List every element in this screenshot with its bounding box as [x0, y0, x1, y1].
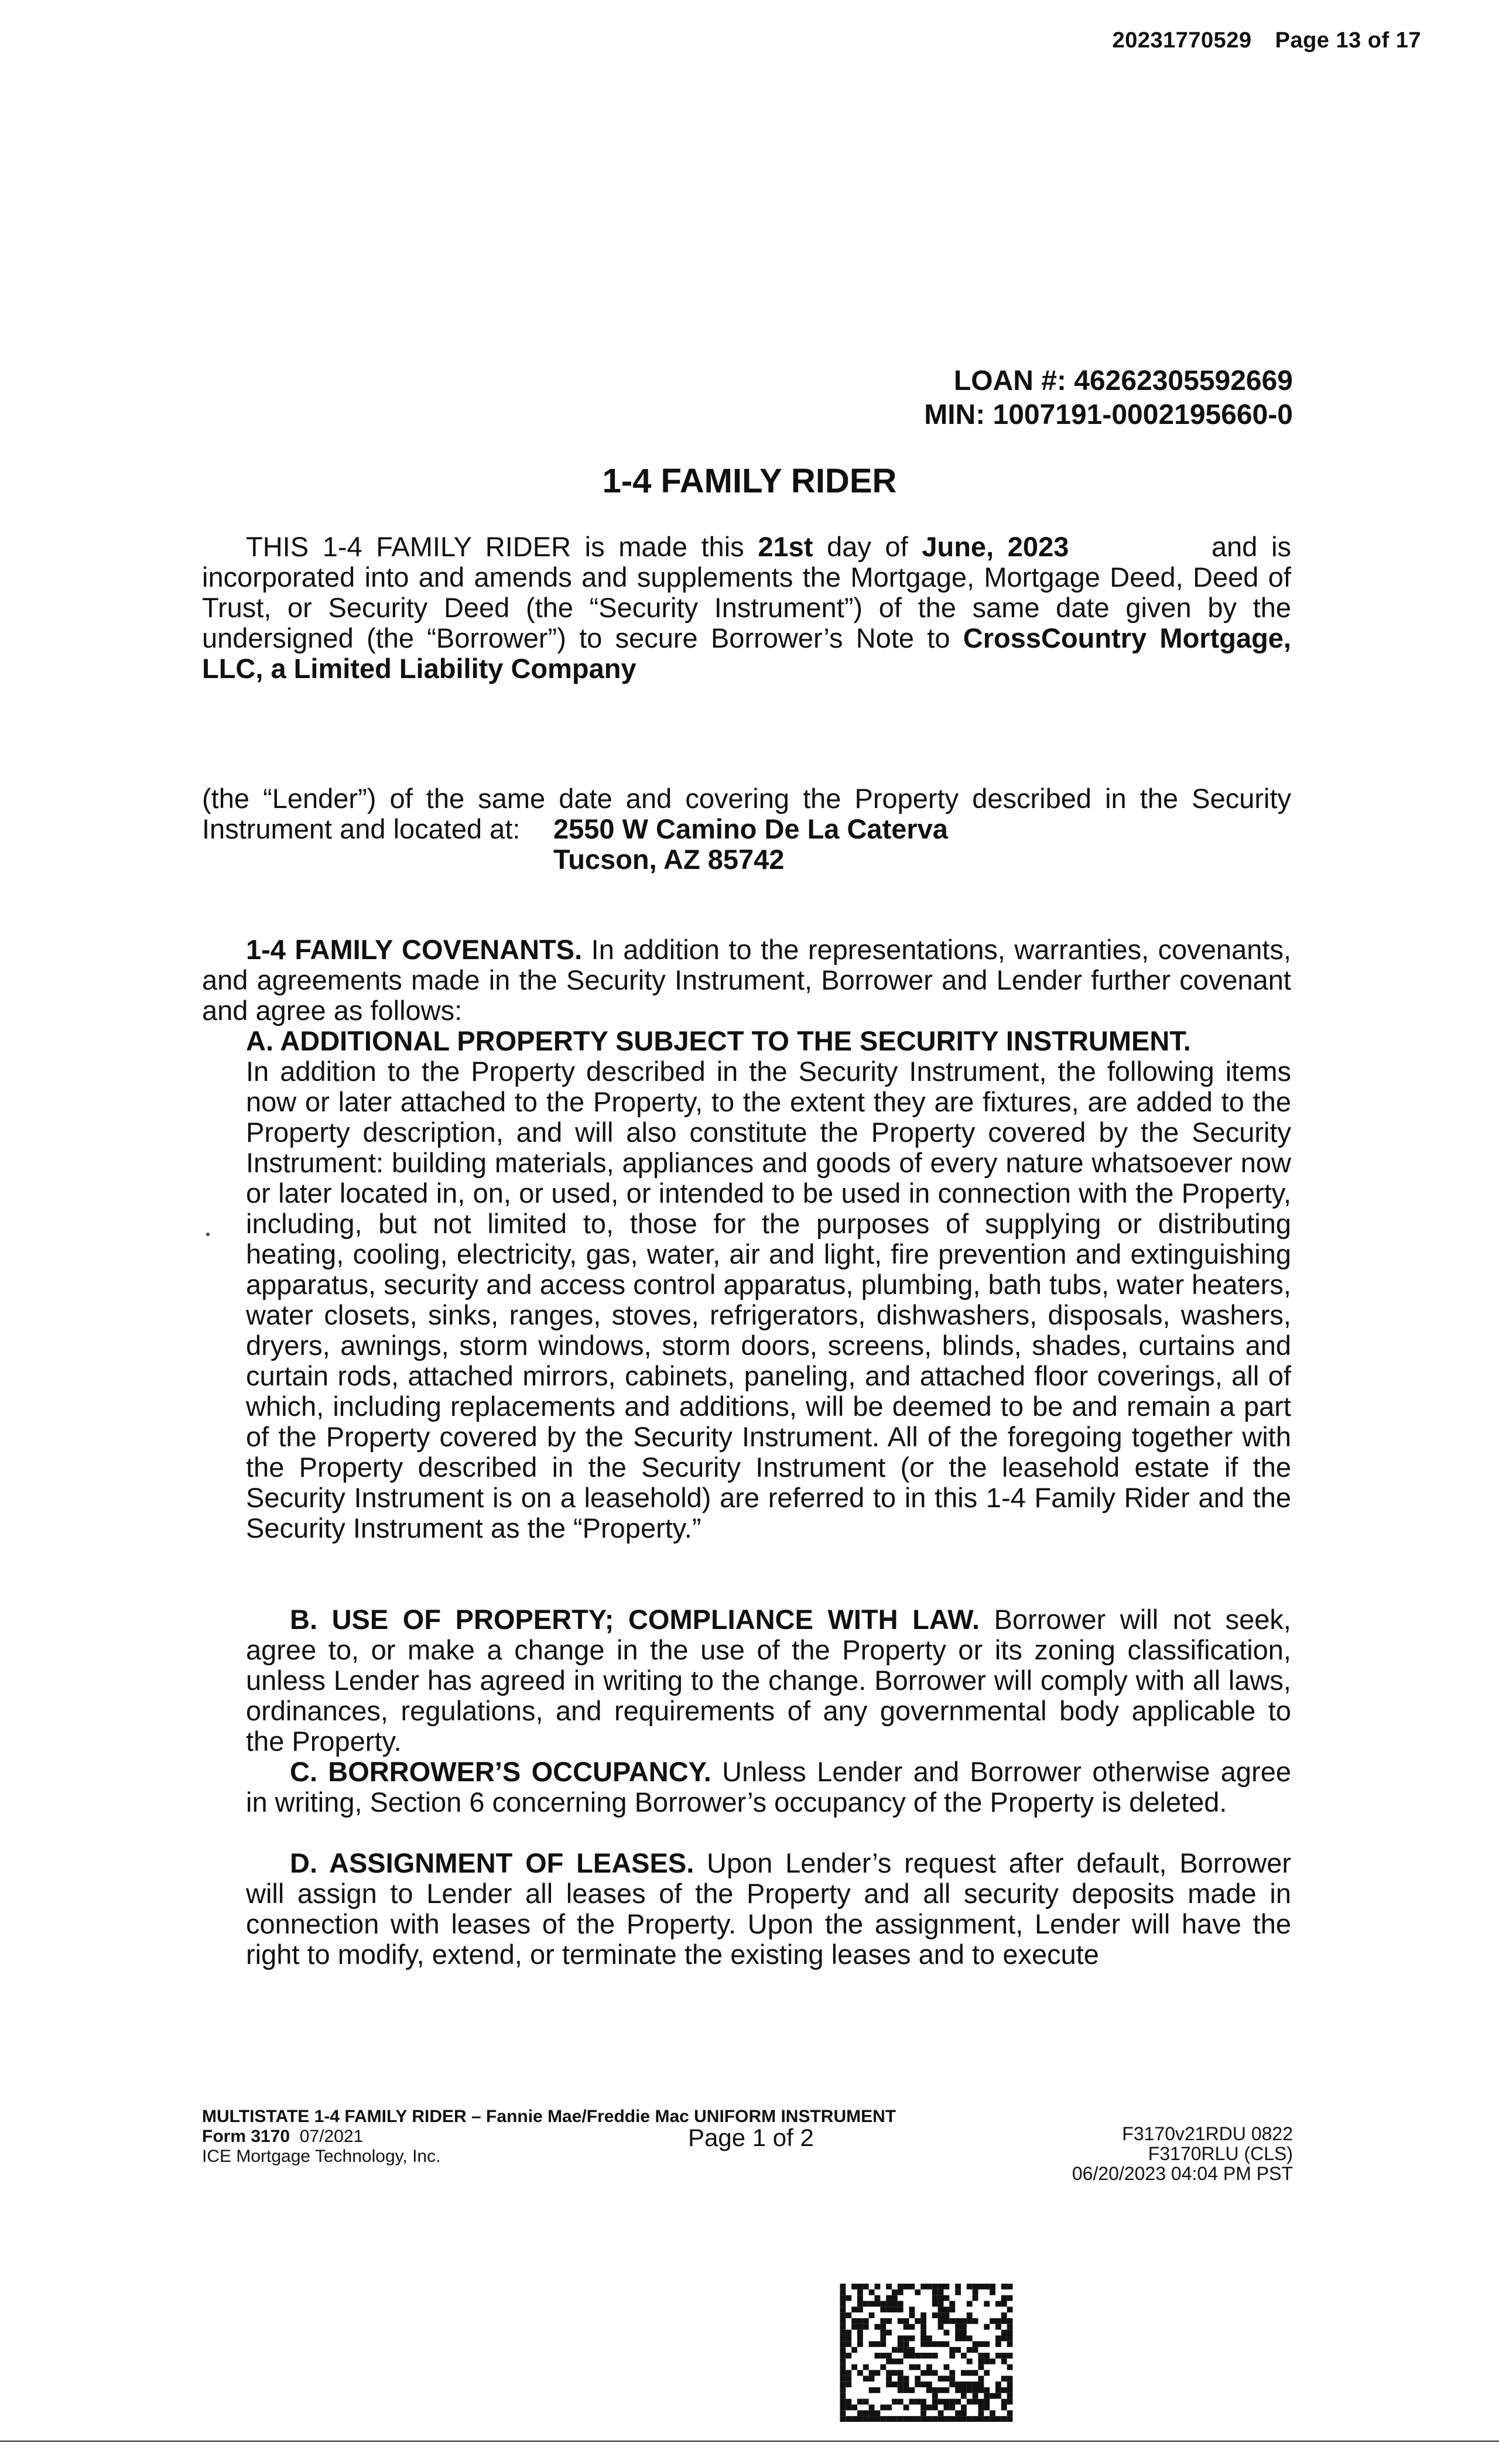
footer-form-number: Form 3170 — [202, 2127, 290, 2146]
section-a — [202, 1026, 1291, 1056]
intro-paragraph — [202, 532, 1291, 684]
document-title: 1-4 FAMILY RIDER — [602, 462, 897, 500]
section-c-text: Unless Lender and Borrower otherwise agree in writing, Section 6 concerning Borrower’s occupancy of the Property is deleted. — [246, 1756, 1292, 1818]
covenants-paragraph — [202, 935, 1291, 1026]
loan-block — [924, 364, 1293, 432]
covenants-heading: 1-4 FAMILY COVENANTS. — [246, 934, 583, 965]
section-a-body — [246, 1056, 1291, 1544]
lender-name: CrossCountry Mortgage, LLC, a Limited Liability Company — [202, 622, 1291, 684]
intro-month-year: June, 2023 — [922, 531, 1069, 562]
footer-right — [1072, 2124, 1293, 2184]
covenants-text: In addition to the representations, warranties, covenants, and agreements made in the Security Instrument, Borrower and Lender further covenant and agree as follows: — [202, 934, 1291, 1026]
property-address-line1: 2550 W Camino De La Caterva — [553, 813, 948, 844]
section-b — [246, 1604, 1291, 1757]
barcode-icon — [839, 2284, 1014, 2422]
intro-text-1: THIS 1-4 FAMILY RIDER is made this — [246, 531, 744, 562]
footer-page-number: Page 1 of 2 — [688, 2124, 814, 2151]
bottom-divider — [0, 2441, 1499, 2442]
page-counter: Page 13 of 17 — [1275, 28, 1421, 53]
document-number: 20231770529 — [1112, 28, 1252, 53]
footer-form-date: 07/2021 — [299, 2127, 364, 2146]
section-d-text: Upon Lender’s request after default, Borrower will assign to Lender all leases of the Property and all security deposits made in connection with leases of the Property. Upon the assignment, Lender will have the right to modify, extend, or terminate the existing leases and to execute — [246, 1847, 1291, 1970]
page-header — [1089, 28, 1421, 53]
section-a-text: In addition to the Property described in the Security Instrument, the following items now or later attached to the Property, to the extent they are fixtures, are added to the Property description, and will also constitute the Property covered by the Security Instrument: building materials, appliances and goods of every nature whatsoever now or later located in, on, or used, or intended to be used in connection with the Property, including, but not limited to, those for the purposes of supplying or distributing heating, cooling, electricity, gas, water, air and light, fire prevention and extinguishing apparatus, security and access control apparatus, plumbing, bath tubs, water heaters, water closets, sinks, ranges, stoves, refrigerators, dishwashers, disposals, washers, dryers, awnings, storm windows, storm doors, screens, blinds, shades, curtains and curtain rods, attached mirrors, cabinets, paneling, and attached floor coverings, all of which, including replacements and additions, will be deemed to be and remain a part of the Property covered by the Security Instrument. All of the foregoing together with the Property described in the Security Instrument (or the leasehold estate if the Security Instrument is on a leasehold) are referred to in this 1-4 Family Rider and the Security Instrument as the “Property.” — [246, 1056, 1291, 1544]
footer-code-2: F3170RLU (CLS) — [1148, 2143, 1293, 2164]
intro-text-2: day of — [827, 531, 908, 562]
footer-form-title: MULTISTATE 1-4 FAMILY RIDER – Fannie Mae/Freddie Mac UNIFORM INSTRUMENT — [202, 2107, 896, 2126]
section-c-heading: C. BORROWER’S OCCUPANCY. — [290, 1756, 711, 1787]
stray-mark — [206, 1233, 210, 1236]
intro-text-3: and is incorporated into and amends and supplements the Mortgage, Mortgage Deed, Deed of Trust, or Security Deed (the “Security Instrument”) of the same date given by the undersigned (the “Borrower”) to secure Borrower’s Note to — [202, 531, 1292, 653]
intro-day: 21st — [758, 531, 813, 562]
section-a-heading: A. ADDITIONAL PROPERTY SUBJECT TO THE SECURITY INSTRUMENT. — [246, 1025, 1191, 1056]
footer-code-1: F3170v21RDU 0822 — [1122, 2123, 1293, 2144]
loan-number: LOAN #: 46262305592669 — [953, 365, 1293, 396]
min-number: MIN: 1007191-0002195660-0 — [924, 399, 1293, 430]
section-d-heading: D. ASSIGNMENT OF LEASES. — [290, 1847, 694, 1878]
section-c — [246, 1757, 1291, 1818]
section-b-text: Borrower will not seek, agree to, or make a change in the use of the Property or its zoning classification, unless Lender has agreed in writing to the change. Borrower will comply with all laws, ordinances, regulations, and requirements of any governmental body applicable to the Property. — [246, 1604, 1291, 1757]
footer-company: ICE Mortgage Technology, Inc. — [202, 2147, 441, 2166]
section-b-heading: B. USE OF PROPERTY; COMPLIANCE WITH LAW. — [290, 1604, 980, 1635]
section-d — [246, 1848, 1291, 1970]
footer-timestamp: 06/20/2023 04:04 PM PST — [1072, 2163, 1293, 2184]
property-address-line2: Tucson, AZ 85742 — [553, 844, 785, 875]
lender-paragraph-text: (the “Lender”) of the same date and covering the Property described in the Security Instrument and located at: — [202, 783, 1291, 844]
